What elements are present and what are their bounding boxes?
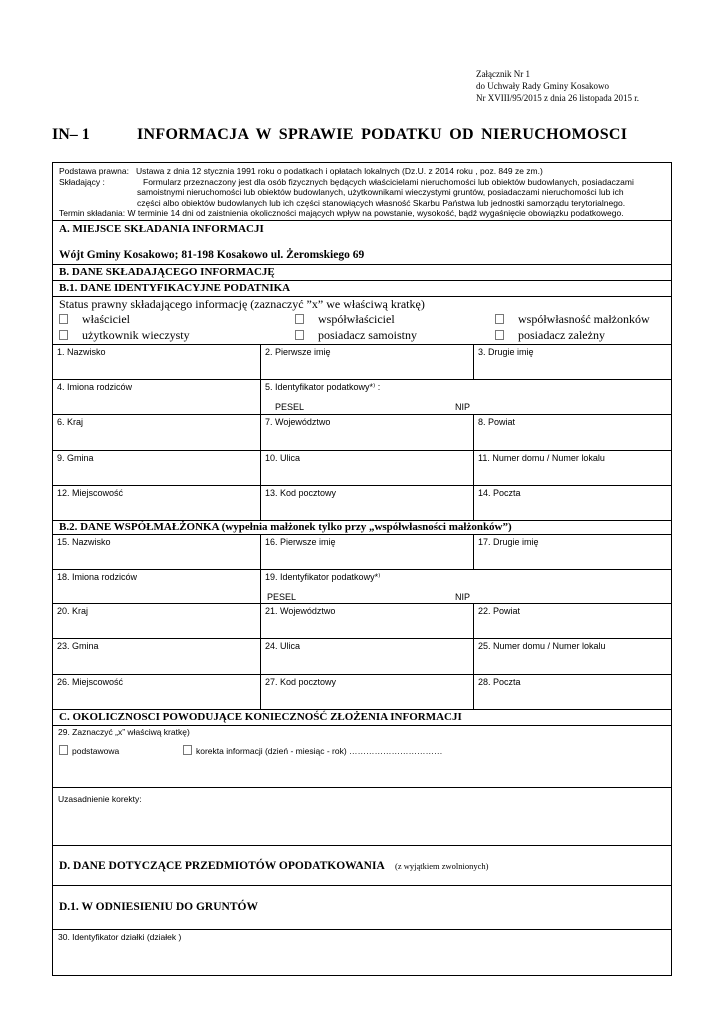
form-code: IN– 1 <box>52 126 90 143</box>
b2-row-3 <box>53 604 671 639</box>
checkbox-icon[interactable] <box>495 314 504 324</box>
section-a <box>53 221 671 265</box>
b1-row-3 <box>53 415 671 451</box>
field-identyfikator-dzialki[interactable]: 30. Identyfikator działki (działek ) <box>58 932 182 942</box>
option-wspolwlasnosc-malzonkow[interactable]: współwłasność małżonków <box>495 312 650 327</box>
header-line-1: Załącznik Nr 1 <box>476 69 530 79</box>
podstawa-text: Ustawa z dnia 12 stycznia 1991 roku o podatkach i opłatach lokalnych (Dz.U. z 2014 roku , poz. 849 ze zm.) <box>136 166 543 176</box>
field-29-label: 29. Zaznaczyć „x” właściwą kratkę) <box>58 727 190 737</box>
section-b1-status <box>53 281 671 345</box>
field-poczta-malzonka[interactable]: 28. Poczta <box>478 677 521 687</box>
office-address: Wójt Gminy Kosakowo; 81-198 Kosakowo ul. Żeromskiego 69 <box>59 249 365 261</box>
field-imiona-rodzicow-malzonka[interactable]: 18. Imiona rodziców <box>53 570 261 603</box>
skladajacy-text-2: samoistnymi nieruchomości lub obiektów budowlanych, użytkownikami wieczystymi gruntów, posiadaczami nieruchomości lub ich <box>137 187 624 197</box>
field-wojewodztwo-malzonka[interactable]: 21. Województwo <box>261 604 474 638</box>
field-ulica[interactable]: 10. Ulica <box>261 451 474 485</box>
checkbox-icon[interactable] <box>59 330 68 340</box>
field-kod-pocztowy-malzonka[interactable]: 27. Kod pocztowy <box>261 675 474 709</box>
section-a-title: A. MIEJSCE SKŁADANIA INFORMACJI <box>59 223 264 235</box>
header-line-2: do Uchwały Rady Gminy Kosakowo <box>476 81 609 91</box>
checkbox-icon[interactable] <box>183 745 192 755</box>
section-b2 <box>53 521 671 535</box>
checkbox-icon[interactable] <box>59 314 68 324</box>
form-title-text: INFORMACJA W SPRAWIE PODATKU OD NIERUCHOMOSCI <box>137 126 628 143</box>
b2-row-5 <box>53 675 671 710</box>
status-label: Status prawny składającego informację (zaznaczyć ”x” we właściwą kratkę) <box>59 297 425 311</box>
section-b2-title: B.2. DANE WSPÓŁMAŁŻONKA (wypełnia małżonek tylko przy „współwłasności małżonków”) <box>59 521 512 533</box>
c-uzasadnienie[interactable] <box>53 788 671 846</box>
b1-row-5 <box>53 486 671 521</box>
section-d-title: D. DANE DOTYCZĄCE PRZEDMIOTÓW OPODATKOWANIA <box>59 860 385 872</box>
checkbox-icon[interactable] <box>495 330 504 340</box>
skladajacy-text-1: Formularz przeznaczony jest dla osób fizycznych będących właścicielami nieruchomości lub obiektów budowlanych, posiadaczami <box>143 176 634 187</box>
field-nazwisko[interactable]: 1. Nazwisko <box>53 345 261 379</box>
field-imiona-rodzicow[interactable]: 4. Imiona rodziców <box>53 380 261 414</box>
header-line-3: Nr XVIII/95/2015 z dnia 26 listopada 2015 r. <box>476 93 639 103</box>
section-d <box>53 846 671 886</box>
option-wspolwlasciciel[interactable]: współwłaściciel <box>295 312 395 327</box>
section-d1 <box>53 886 671 930</box>
b2-row-4 <box>53 639 671 675</box>
checkbox-icon[interactable] <box>295 314 304 324</box>
field-powiat[interactable]: 8. Powiat <box>478 417 516 427</box>
option-uzytkownik-wieczysty[interactable]: użytkownik wieczysty <box>59 328 190 343</box>
section-c-title: C. OKOLICZNOSCI POWODUJĄCE KONIECZNOŚĆ ZŁOŻENIA INFORMACJI <box>59 711 462 723</box>
option-posiadacz-samoistny[interactable]: posiadacz samoistny <box>295 328 417 343</box>
b2-row-2 <box>53 570 671 604</box>
c-field-29 <box>53 726 671 788</box>
b2-row-1 <box>53 535 671 570</box>
section-c <box>53 710 671 726</box>
field-numer-domu-malzonka[interactable]: 25. Numer domu / Numer lokalu <box>478 641 606 651</box>
section-b-title: B. DANE SKŁADAJĄCEGO INFORMACJĘ <box>59 266 275 278</box>
section-d-note: (z wyjątkiem zwolnionych) <box>395 861 489 871</box>
field-gmina-malzonka[interactable]: 23. Gmina <box>53 639 261 674</box>
form-table <box>52 162 672 976</box>
field-identyfikator[interactable]: 5. Identyfikator podatkowy*⁾ : PESEL NIP <box>265 382 471 412</box>
field-powiat-malzonka[interactable]: 22. Powiat <box>478 606 521 616</box>
nip-label: NIP <box>455 402 471 412</box>
b1-row-2 <box>53 380 671 415</box>
field-wojewodztwo[interactable]: 7. Województwo <box>261 415 474 450</box>
option-korekta[interactable]: korekta informacji (dzień - miesiąc - rok) …………………………… <box>183 745 443 757</box>
checkbox-icon[interactable] <box>59 745 68 755</box>
b1-row-4 <box>53 451 671 486</box>
field-identyfikator-malzonka[interactable]: 19. Identyfikator podatkowy*⁾ PESEL NIP <box>265 572 471 602</box>
section-b <box>53 265 671 281</box>
field-nazwisko-malzonka[interactable]: 15. Nazwisko <box>53 535 261 569</box>
section-d1-title: D.1. W ODNIESIENIU DO GRUNTÓW <box>59 901 258 913</box>
b1-row-1 <box>53 345 671 380</box>
podstawa-label: Podstawa prawna: <box>59 166 129 176</box>
field-pierwsze-imie-malzonka[interactable]: 16. Pierwsze imię <box>261 535 474 569</box>
field-miejscowosc[interactable]: 12. Miejscowość <box>53 486 261 520</box>
option-podstawowa[interactable]: podstawowa <box>59 745 119 757</box>
header-note <box>476 68 639 104</box>
field-kraj-malzonka[interactable]: 20. Kraj <box>53 604 261 638</box>
skladajacy-text-3: części albo obiektów budowlanych lub ich części stanowiących własność Skarbu Państwa lub jednostki samorządu terytorialnego. <box>137 197 626 208</box>
field-ulica-malzonka[interactable]: 24. Ulica <box>261 639 474 674</box>
field-kraj[interactable]: 6. Kraj <box>53 415 261 450</box>
field-pierwsze-imie[interactable]: 2. Pierwsze imię <box>261 345 474 379</box>
skladajacy-label: Składający : <box>59 176 105 187</box>
section-b1-title: B.1. DANE IDENTYFIKACYJNE PODATNIKA <box>59 282 291 294</box>
field-miejscowosc-malzonka[interactable]: 26. Miejscowość <box>53 675 261 709</box>
field-drugie-imie-malzonka[interactable]: 17. Drugie imię <box>478 537 539 547</box>
pesel-label: PESEL <box>267 592 297 602</box>
intro-block <box>53 163 671 221</box>
checkbox-icon[interactable] <box>295 330 304 340</box>
option-posiadacz-zalezny[interactable]: posiadacz zależny <box>495 328 605 343</box>
field-numer-domu[interactable]: 11. Numer domu / Numer lokalu <box>478 453 605 463</box>
field-poczta[interactable]: 14. Poczta <box>478 488 521 498</box>
uzasadnienie-label: Uzasadnienie korekty: <box>58 794 142 804</box>
termin-text: Termin składania: W terminie 14 dni od zaistnienia okoliczności mających wpływ na powstanie, wysokość, bądź wygaśnięcie obowiązku podatkowego. <box>59 208 624 218</box>
field-kod-pocztowy[interactable]: 13. Kod pocztowy <box>261 486 474 520</box>
field-gmina[interactable]: 9. Gmina <box>53 451 261 485</box>
pesel-label: PESEL <box>275 402 305 412</box>
option-wlasciciel[interactable]: właściciel <box>59 312 130 327</box>
field-drugie-imie[interactable]: 3. Drugie imię <box>478 347 534 357</box>
nip-label: NIP <box>455 592 471 602</box>
